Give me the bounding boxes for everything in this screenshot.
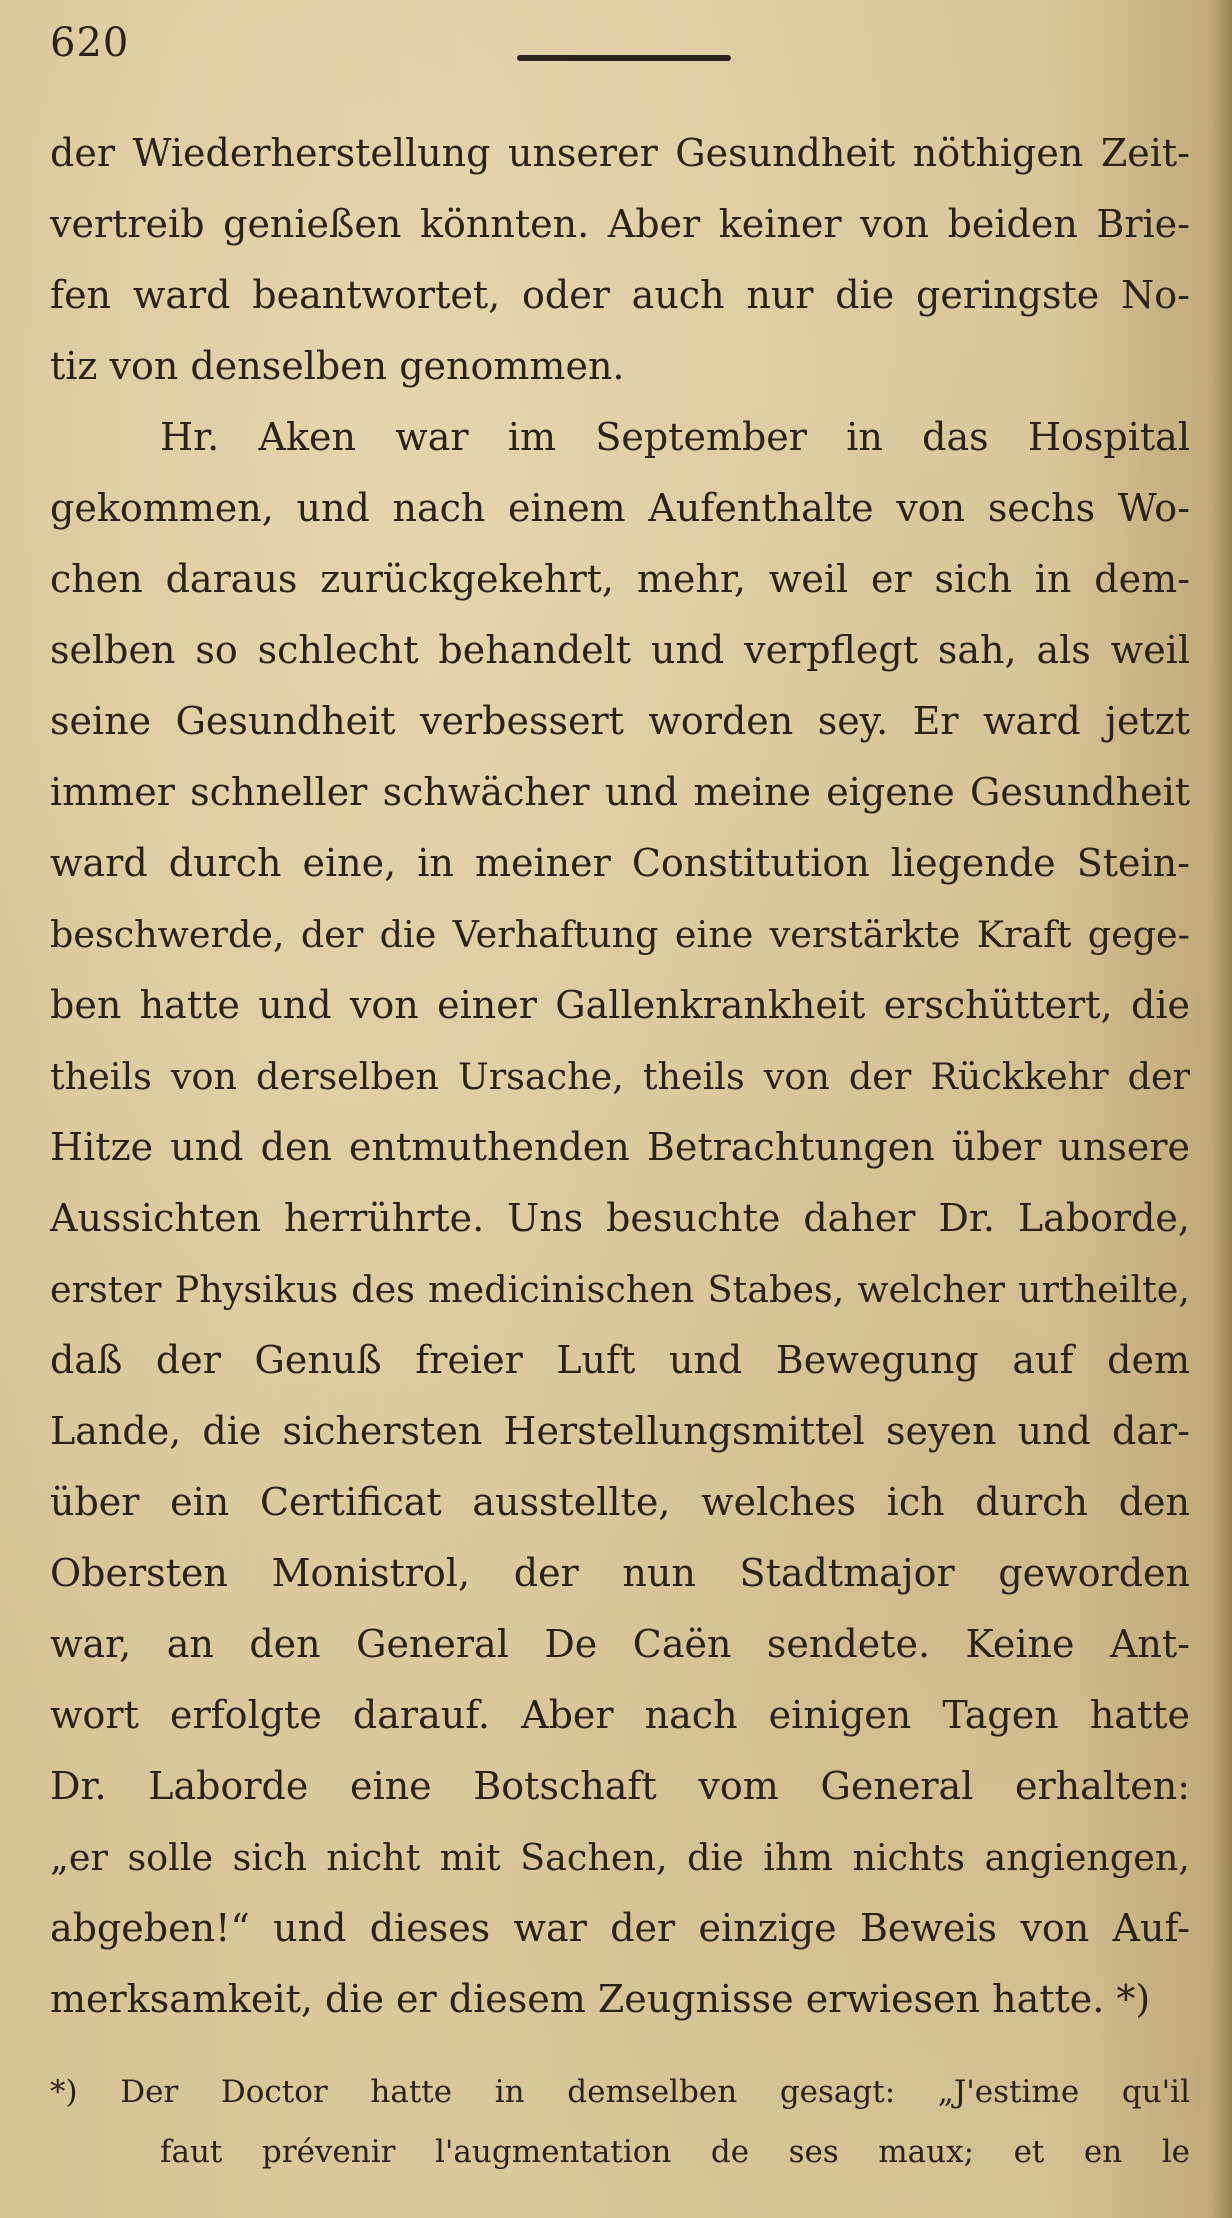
text-line: Lande, die sichersten Herstellungsmittel seyen und dar- bbox=[50, 1409, 1190, 1453]
text-line: Dr. Laborde eine Botschaft vom General erhalten: bbox=[50, 1764, 1190, 1808]
header-rule bbox=[517, 55, 731, 61]
text-line: seine Gesundheit verbessert worden sey. Er ward jetzt bbox=[50, 699, 1190, 743]
text-line: Hitze und den entmuthenden Betrachtungen über unsere bbox=[50, 1125, 1190, 1169]
text-line: fen ward beantwortet, oder auch nur die geringste No- bbox=[50, 273, 1190, 317]
text-line: Obersten Monistrol, der nun Stadtmajor geworden bbox=[50, 1551, 1190, 1595]
text-line: erster Physikus des medicinischen Stabes, welcher urtheilte, bbox=[50, 1268, 1190, 1311]
text-line: war, an den General De Caën sendete. Keine Ant- bbox=[50, 1622, 1190, 1666]
body-text bbox=[50, 118, 1190, 2035]
text-line: ward durch eine, in meiner Constitution liegende Stein- bbox=[50, 841, 1190, 885]
text-line: vertreib genießen könnten. Aber keiner von beiden Brie- bbox=[50, 202, 1190, 246]
page-number: 620 bbox=[50, 20, 130, 66]
text-line: theils von derselben Ursache, theils von der Rückkehr der bbox=[50, 1055, 1190, 1098]
text-line: Aussichten herrührte. Uns besuchte daher Dr. Laborde, bbox=[50, 1196, 1190, 1240]
text-line: abgeben!“ und dieses war der einzige Beweis von Auf- bbox=[50, 1906, 1190, 1950]
text-line: immer schneller schwächer und meine eigene Gesundheit bbox=[50, 770, 1190, 814]
text-line: chen daraus zurückgekehrt, mehr, weil er sich in dem- bbox=[50, 557, 1190, 601]
footnote-line: faut prévenir l'augmentation de ses maux; et en le bbox=[160, 2134, 1190, 2170]
page-edge-shadow bbox=[1210, 0, 1232, 2218]
paragraph-start-line: Hr. Aken war im September in das Hospital bbox=[160, 415, 1190, 459]
footnote bbox=[50, 2062, 1190, 2182]
text-line: merksamkeit, die er diesem Zeugnisse erwiesen hatte. *) bbox=[50, 1977, 1151, 2021]
text-line: tiz von denselben genommen. bbox=[50, 344, 625, 388]
text-line: ben hatte und von einer Gallenkrankheit erschüttert, die bbox=[50, 983, 1190, 1027]
text-line: „er solle sich nicht mit Sachen, die ihm nichts angiengen, bbox=[50, 1836, 1190, 1879]
footnote-line: *) Der Doctor hatte in demselben gesagt: „J'estime qu'il bbox=[50, 2074, 1190, 2110]
text-line: über ein Certificat ausstellte, welches ich durch den bbox=[50, 1480, 1190, 1524]
text-line: wort erfolgte darauf. Aber nach einigen Tagen hatte bbox=[50, 1693, 1190, 1737]
text-line: der Wiederherstellung unserer Gesundheit nöthigen Zeit- bbox=[50, 131, 1190, 175]
text-line: daß der Genuß freier Luft und Bewegung auf dem bbox=[50, 1338, 1190, 1382]
text-line: gekommen, und nach einem Aufenthalte von sechs Wo- bbox=[50, 486, 1190, 530]
text-line: beschwerde, der die Verhaftung eine verstärkte Kraft gege- bbox=[50, 913, 1190, 956]
text-line: selben so schlecht behandelt und verpflegt sah, als weil bbox=[50, 628, 1190, 672]
